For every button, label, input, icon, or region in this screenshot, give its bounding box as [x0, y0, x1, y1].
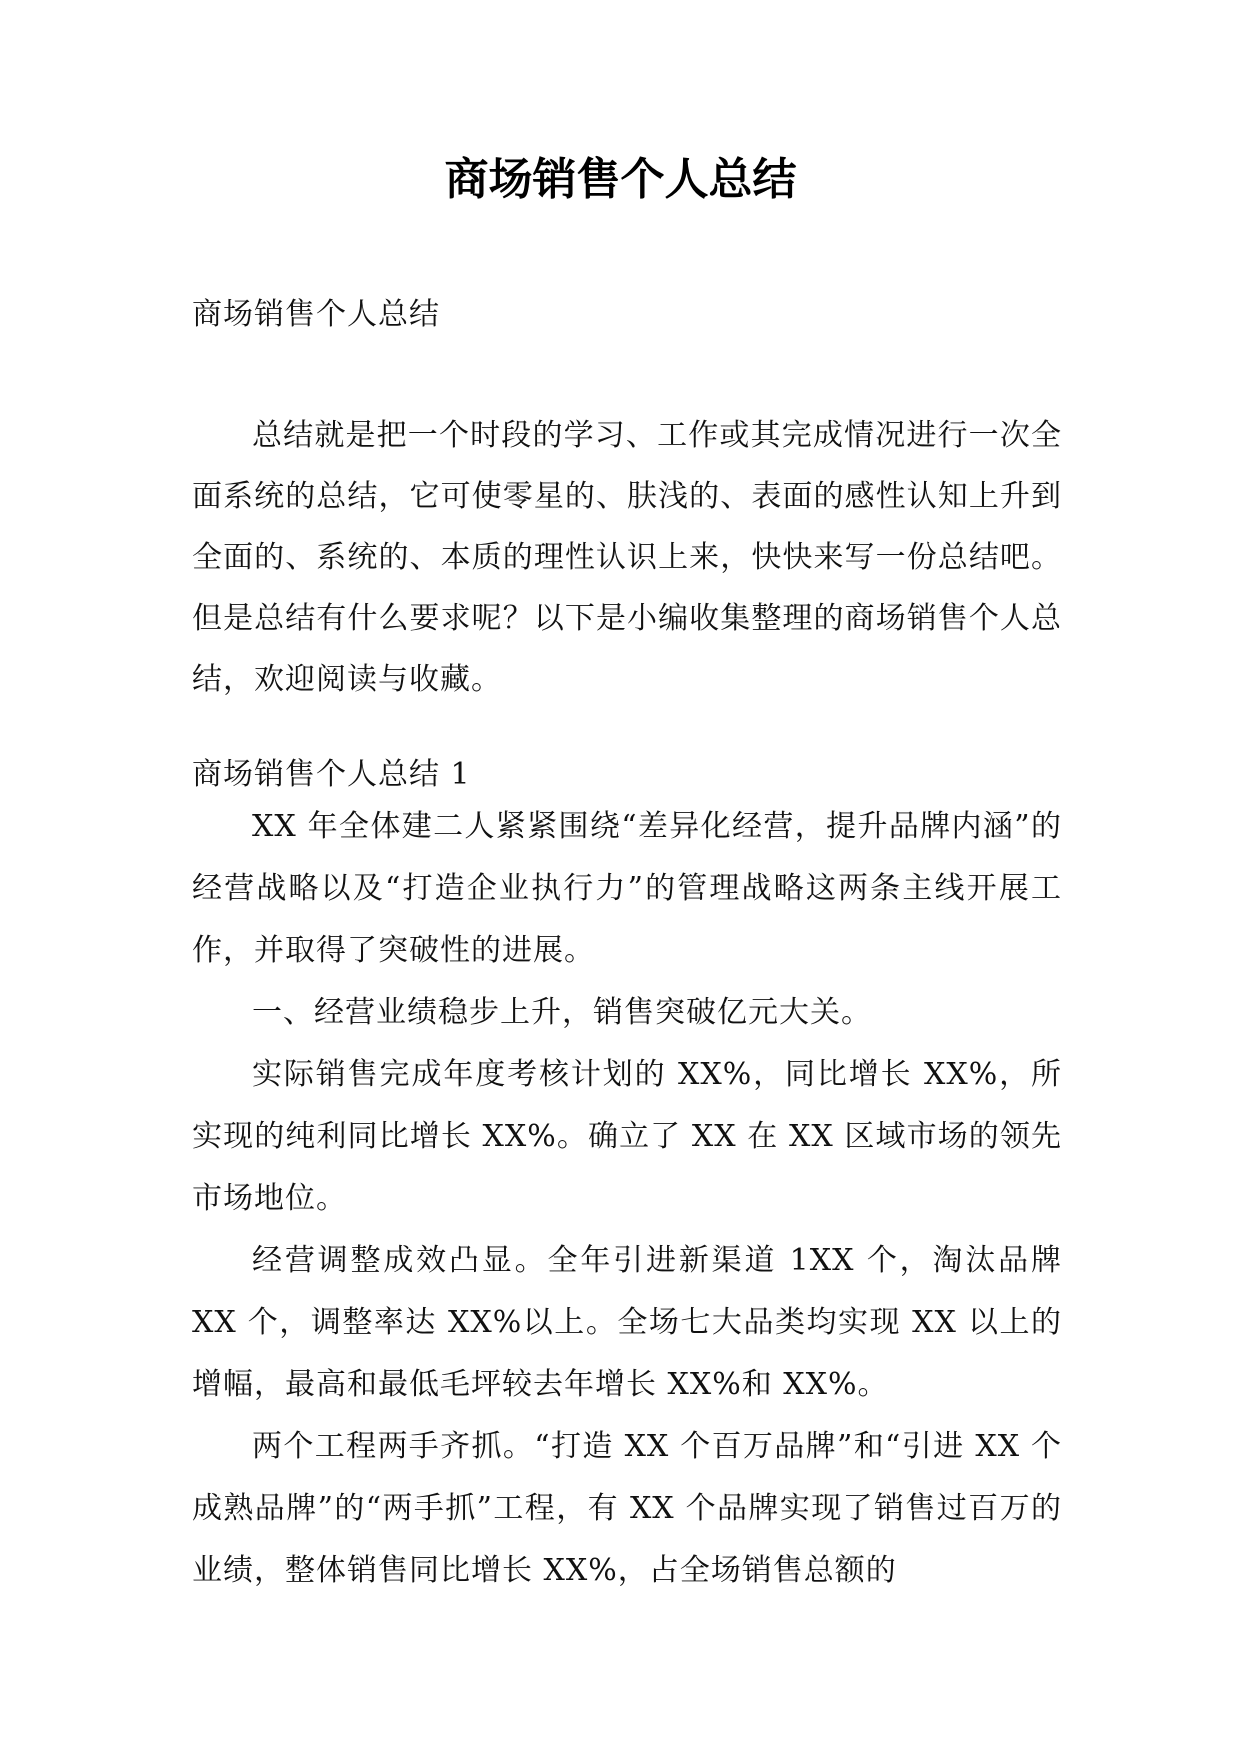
section-body	[192, 796, 1062, 1602]
document-title: 商场销售个人总结	[444, 154, 797, 205]
paragraph-two-projects: 两个工程两手齐抓。“打造 XX 个百万品牌”和“引进 XX 个成熟品牌”的“两手抓”工程，有 XX 个品牌实现了销售过百万的业绩，整体销售同比增长 XX%，占全场销售总额的	[192, 1429, 1062, 1588]
document-subtitle: 商场销售个人总结	[192, 297, 440, 332]
intro-paragraph: 总结就是把一个时段的学习、工作或其完成情况进行一次全面系统的总结，它可使零星的、肤浅的、表面的感性认知上升到全面的、系统的、本质的理性认识上来，快快来写一份总结吧。但是总结有什么要求呢？以下是小编收集整理的商场销售个人总结，欢迎阅读与收藏。	[192, 418, 1062, 697]
paragraph-sales-results: 实际销售完成年度考核计划的 XX%，同比增长 XX%，所实现的纯利同比增长 XX%。确立了 XX 在 XX 区域市场的领先市场地位。	[192, 1057, 1062, 1216]
paragraph-adjustment: 经营调整成效凸显。全年引进新渠道 1XX 个，淘汰品牌 XX 个，调整率达 XX%以上。全场七大品类均实现 XX 以上的增幅，最高和最低毛坪较去年增长 XX%和 XX%。	[192, 1243, 1062, 1402]
paragraph-strategy: XX 年全体建二人紧紧围绕“差异化经营，提升品牌内涵”的经营战略以及“打造企业执行力”的管理战略这两条主线开展工作，并取得了突破性的进展。	[192, 809, 1062, 968]
paragraph-heading-performance: 一、经营业绩稳步上升，销售突破亿元大关。	[252, 995, 872, 1030]
section-heading: 商场销售个人总结 1	[192, 757, 471, 792]
